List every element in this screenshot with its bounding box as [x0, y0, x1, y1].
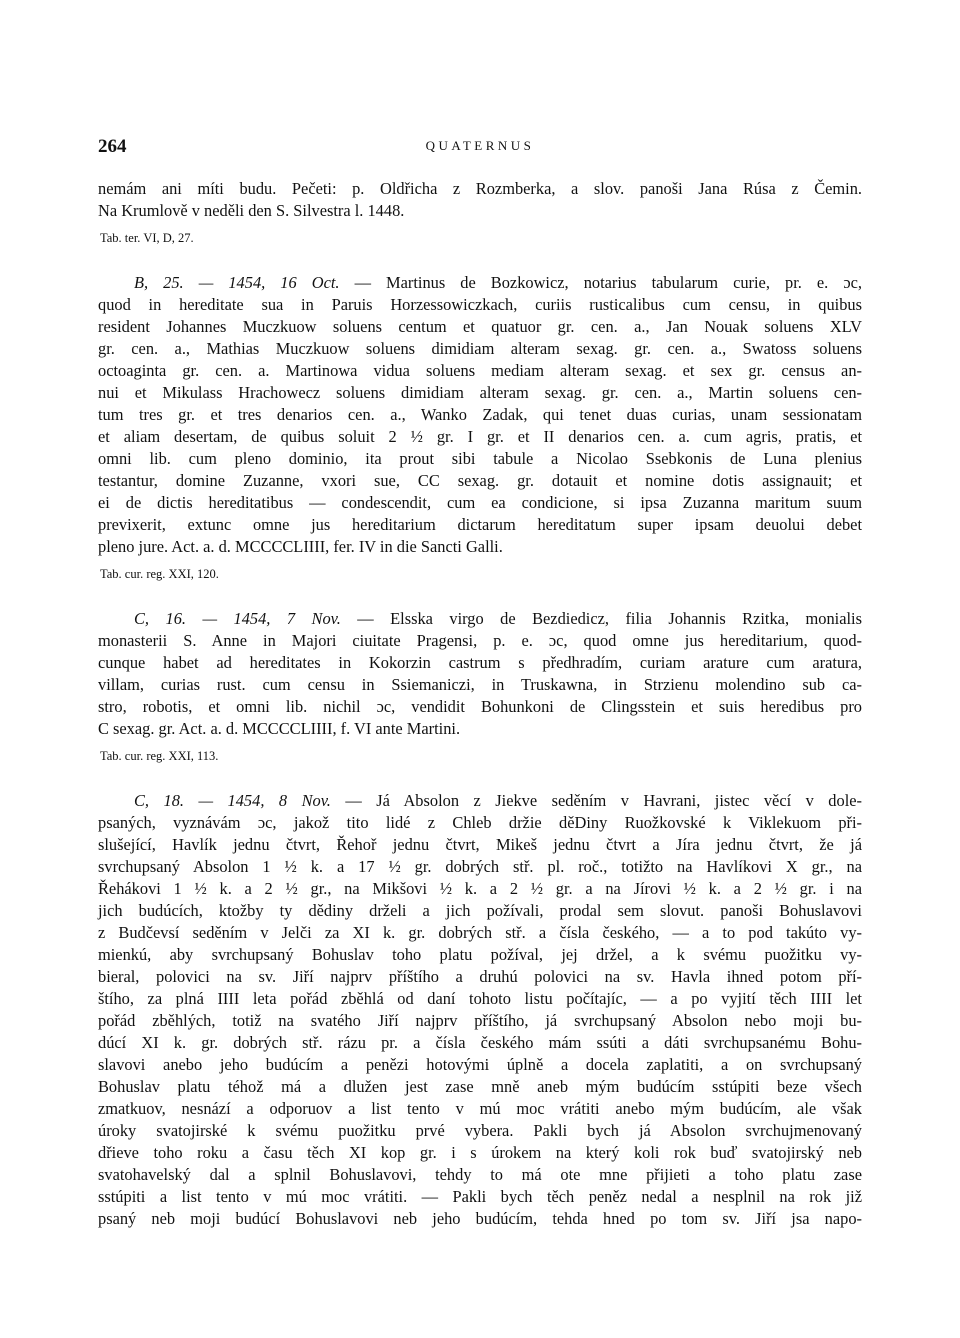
entry-b25: [98, 272, 862, 584]
text-line: svrchupsaný Absolon 1 ½ k. a 17 ½ gr. dobrých stř. pl. roč., totižto na Havlíkovi X gr., na: [98, 857, 862, 876]
running-head: [98, 136, 862, 160]
text-line: slavovi anebo jeho budúcím a penězi hotovými úplně a docela zaplatiti, a on svrchupsaný: [98, 1055, 862, 1074]
text-line: gr. cen. a., Mathias Muczkuow soluens dimidiam alteram sexag. gr. cen. a., Swatoss soluens: [98, 339, 862, 358]
text-line: C sexag. gr. Act. a. d. MCCCCLIIII, f. VI ante Martini.: [98, 719, 461, 738]
body-text: [98, 178, 862, 1230]
text-line: zmatkuov, nesnází a odporuov a list tento v mú moc vrátiti anebo mým budúcím, ale však: [98, 1099, 862, 1118]
text-line: nemám ani míti budu. Pečeti: p. Oldřicha z Rozmberka, a slov. panoši Jana Rúsa z Čemin.: [98, 179, 862, 198]
text-line: dúcí XI k. gr. dobrých stř. rázu pr. a čísla českého mám ssúti a dáti svrchupsanému Bohu-: [98, 1033, 862, 1052]
text-line: úroky svatojirské k svému puožitku prvé vybera. Pakli bych já Absolon svrchujmenovaný: [98, 1121, 862, 1140]
text-line: omni lib. cum pleno dominio, ita prout sibi tabule a Nicolao Ssebkonis de Luna plenius: [98, 449, 862, 468]
text-line: [98, 608, 862, 630]
text-line: et aliam desertam, de quibus soluit 2 ½ gr. I gr. et II denarios cen. a. cum agris, pratis, et: [98, 427, 862, 446]
text-line: psaných, vyznávám ɔc, jakož tito lidé z Chleb držie děDiny Ruožkovské k Viklekuom při-: [98, 813, 862, 832]
text-line: monasterii S. Anne in Majori ciuitate Pragensi, p. e. ɔc, quod omne jus hereditarium, quod-: [98, 631, 862, 650]
entry-c18: [98, 790, 862, 1230]
text-line: nui et Mikulass Hrachowecz soluens dimidiam alteram sexag. gr. cen. a., Martin soluens cen-: [98, 383, 862, 402]
entry-heading-text: — Já Absolon z Jiekve seděním v Havrani, jistec věcí v dole-: [330, 791, 862, 810]
entry-separator: [98, 766, 862, 790]
text-line: štího, za plná IIII leta pořád zběhlá od daní tohoto listu počítajíc, — a po vyjití těch IIII let: [98, 989, 862, 1008]
text-line: Na Krumlově v neděli den S. Silvestra l. 1448.: [98, 201, 405, 220]
text-line: quod in hereditate sua in Paruis Horzessowiczkach, curiis rusticalibus cum censu, in quibus: [98, 295, 862, 314]
text-line: resident Johannes Muczkuow soluens centum et quatuor gr. cen. a., Jan Nouak soluens XLV: [98, 317, 862, 336]
source-citation: Tab. cur. reg. XXI, 120.: [100, 567, 219, 581]
entry-continuation: [98, 178, 862, 248]
text-line: bieral, polovici na sv. Jiří najprv příštího a druhú polovici na sv. Havla ihned potom pří-: [98, 967, 862, 986]
text-line: psaný neb moji budúcí Bohuslavovi neb jeho budúcím, tehda hned po tom sv. Jiří jsa napo-: [98, 1209, 862, 1228]
source-citation: Tab. ter. VI, D, 27.: [100, 231, 194, 245]
text-line: Řehákovi 1 ½ k. a 2 ½ gr., na Mikšovi ½ k. a 2 ½ gr. a na Jírovi ½ k. a 2 ½ gr. i na: [98, 879, 862, 898]
text-line: testantur, domine Zuzanne, vxori sue, CC sexag. gr. dotauit et nomine dotis assignauit; et: [98, 471, 862, 490]
text-line: stro, robotis, et omni lib. nichil ɔc, vendidit Bohunkoni de Clingsstein et suis heredibus pro: [98, 697, 862, 716]
text-line: dřieve toho roku a času těch XI kop gr. i s úrokem na který koli rok buď svatojirský neb: [98, 1143, 862, 1162]
page-number: 264: [98, 136, 127, 157]
text-line: jich budúcích, ktožby ty dědiny drželi a jich požívali, prodal sem slovut. panoši Bohuslavovi: [98, 901, 862, 920]
entry-heading-text: — Elsska virgo de Bezdiedicz, filia Johannis Rzitka, monialis: [340, 609, 862, 628]
text-line: sstúpiti a list tento v mú moc vrátiti. — Pakli bych těch peněz nedal a nesplnil na rok již: [98, 1187, 862, 1206]
text-line: svatohavelský dal a splnil Bohuslavovi, tehdy to má ote mne přijieti a toho platu zase: [98, 1165, 862, 1184]
entry-c16: [98, 608, 862, 766]
text-line: octoaginta gr. cen. a. Martinowa vidua soluens mediam alteram sexag. et sex gr. census an-: [98, 361, 862, 380]
source-citation: Tab. cur. reg. XXI, 113.: [100, 749, 219, 763]
entry-separator: [98, 584, 862, 608]
text-line: cunque habet ad hereditates in Kokorzin castrum s předhradím, curiam arature cum aratura,: [98, 653, 862, 672]
text-line: [98, 272, 862, 294]
entry-heading: C, 16. — 1454, 7 Nov.: [134, 609, 341, 628]
text-line: pořád zběhlých, totiž na svatého Jiří najprv příštího, já svrchupsaný Absolon nebo moji bu-: [98, 1011, 862, 1030]
text-line: slušející, Havlík jednu čtvrt, Řehoř jednu čtvrt, Mikeš jednu čtvrt a Jíra jednu čtvrt, že já: [98, 835, 862, 854]
text-line: previxerit, extunc omne jus hereditarium dictarum hereditatum super ipsam deuolui debet: [98, 515, 862, 534]
entry-separator: [98, 248, 862, 272]
text-line: Bohuslav platu téhož má a dlužen jest zase mně aneb mým budúcím sstúpiti beze všech: [98, 1077, 862, 1096]
text-line: ei de dictis hereditatibus — condescendit, cum ea condicione, si ipsa Zuzanna maritum suum: [98, 493, 862, 512]
text-line: [98, 790, 862, 812]
text-line: z Budčevsí seděním v Jelči za XI k. gr. dobrých stř. a čísla českého, — a to pod takúto vy-: [98, 923, 862, 942]
entry-heading: C, 18. — 1454, 8 Nov.: [134, 791, 331, 810]
text-line: villam, curias rust. cum censu in Ssiemaniczi, in Truskawna, in Strzienu molendino sub ca-: [98, 675, 862, 694]
running-title: QUATERNUS: [425, 138, 535, 153]
text-line: tum tres gr. et tres denarios cen. a., Wanko Zadak, qui tenet duas curias, unam sessionatam: [98, 405, 862, 424]
entry-heading-text: — Martinus de Bozkowicz, notarius tabularum curie, pr. e. ɔc,: [339, 273, 862, 292]
text-line: mienkú, aby svrchupsaný Bohuslav toho platu požíval, jej držel, a k svému puožitku vy-: [98, 945, 862, 964]
entry-heading: B, 25. — 1454, 16 Oct.: [134, 273, 340, 292]
text-line: pleno jure. Act. a. d. MCCCCLIIII, fer. IV in die Sancti Galli.: [98, 537, 503, 556]
